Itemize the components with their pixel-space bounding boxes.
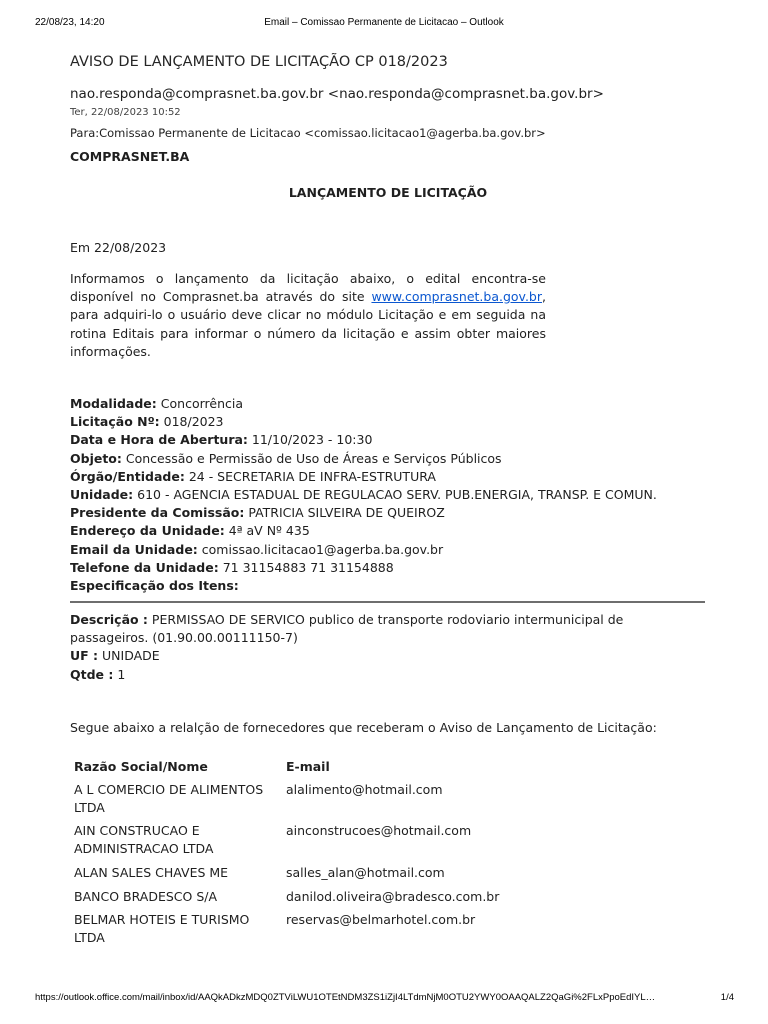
detail-value: PATRICIA SILVEIRA DE QUEIROZ: [244, 505, 445, 521]
detail-label: Email da Unidade:: [70, 541, 198, 557]
detail-row-unidade: [70, 486, 710, 504]
email-sender[interactable]: nao.responda@comprasnet.ba.gov.br <nao.responda@comprasnet.ba.gov.br>: [70, 86, 604, 102]
detail-row-endereco: [70, 522, 710, 540]
notice-headline: LANÇAMENTO DE LICITAÇÃO: [288, 185, 488, 200]
detail-value: 11/10/2023 - 10:30: [247, 432, 373, 448]
detail-value: 4ª aV Nº 435: [224, 523, 310, 539]
email-subject: AVISO DE LANÇAMENTO DE LICITAÇÃO CP 018/2023: [70, 54, 448, 70]
detail-value: 24 - SECRETARIA DE INFRA-ESTRUTURA: [184, 468, 436, 484]
detail-row-especificacao: [70, 577, 710, 595]
detail-label: Órgão/Entidade:: [70, 468, 185, 484]
item-specification: [70, 611, 670, 684]
supplier-email: alalimento@hotmail.com: [286, 782, 443, 797]
detail-label: Objeto:: [70, 450, 122, 466]
table-header-email: E-mail: [286, 759, 330, 774]
email-recipient[interactable]: Para:Comissao Permanente de Licitacao <comissao.licitacao1@agerba.ba.gov.br>: [70, 126, 546, 140]
supplier-email: salles_alan@hotmail.com: [286, 865, 445, 880]
print-footer: [0, 992, 768, 1006]
detail-row-presidente: [70, 504, 710, 522]
detail-row-telefone: [70, 559, 710, 577]
detail-row-orgao: [70, 468, 710, 486]
detail-row-modalidade: [70, 395, 710, 413]
supplier-email: reservas@belmarhotel.com.br: [286, 912, 476, 927]
section-divider: [70, 601, 705, 603]
email-sent-time: Ter, 22/08/2023 10:52: [70, 107, 181, 118]
print-page-number: 1/4: [720, 992, 734, 1003]
detail-label: Especificação dos Itens:: [70, 578, 239, 594]
notice-date: Em 22/08/2023: [70, 240, 167, 255]
item-uf-value: UNIDADE: [98, 648, 160, 664]
intro-text-end: , para adquiri-lo o usuário deve clicar no módulo Licitação e em seguida na rotina Editais para informar o número da licitação e assim obter maiores informações.: [70, 289, 546, 359]
supplier-name: AIN CONSTRUCAO E ADMINISTRACAO LTDA: [74, 823, 214, 857]
supplier-email: danilod.oliveira@bradesco.com.br: [286, 889, 500, 904]
detail-value: comissao.licitacao1@agerba.ba.gov.br: [197, 541, 444, 557]
detail-label: Licitação Nº:: [70, 414, 160, 430]
item-description-label: Descrição :: [70, 612, 148, 627]
supplier-name: BELMAR HOTEIS E TURISMO LTDA: [74, 912, 250, 946]
supplier-name: A L COMERCIO DE ALIMENTOS LTDA: [74, 782, 264, 816]
detail-value: 018/2023: [159, 414, 224, 430]
detail-row-licitacao: [70, 413, 710, 431]
item-uf: [70, 647, 670, 665]
org-name: COMPRASNET.BA: [70, 149, 190, 164]
detail-value: Concessão e Permissão de Uso de Áreas e Serviços Públicos: [121, 450, 502, 466]
item-qtde: [70, 666, 670, 684]
table-header-name: Razão Social/Nome: [74, 759, 208, 774]
supplier-email: ainconstrucoes@hotmail.com: [286, 823, 472, 838]
detail-label: Endereço da Unidade:: [70, 523, 225, 539]
detail-label: Unidade:: [70, 487, 134, 503]
detail-row-abertura: [70, 431, 710, 449]
item-description-value: PERMISSAO DE SERVICO publico de transporte rodoviario intermunicipal de passageiros. (01.90.00.00111150-7): [70, 612, 624, 646]
supplier-name: ALAN SALES CHAVES ME: [74, 865, 229, 880]
suppliers-intro: Segue abaixo a relalção de fornecedores que receberam o Aviso de Lançamento de Licitação:: [70, 720, 657, 735]
intro-paragraph: [70, 270, 546, 361]
print-url: https://outlook.office.com/mail/inbox/id/AAQkADkzMDQ0ZTViLWU1OTEtNDM3ZS1iZjI4LTdmNjM0OTU2YWY0OAAQALZ2QaGi%2FLxPpoEdIYL…: [35, 992, 656, 1003]
intro-text-start: Informamos o lançamento da licitação abaixo, o edital encontra-se disponível no Comprasnet.ba através do site: [70, 271, 546, 305]
print-header: [0, 17, 768, 31]
detail-label: Telefone da Unidade:: [70, 559, 219, 575]
print-title: Email – Comissao Permanente de Licitacao – Outlook: [264, 17, 504, 28]
detail-value: Concorrência: [156, 396, 243, 411]
detail-label: Data e Hora de Abertura:: [70, 432, 248, 448]
detail-row-email: [70, 541, 710, 559]
detail-label: Presidente da Comissão:: [70, 505, 245, 521]
supplier-name: BANCO BRADESCO S/A: [74, 889, 218, 904]
item-uf-label: UF :: [70, 648, 99, 664]
detail-value: 610 - AGENCIA ESTADUAL DE REGULACAO SERV. PUB.ENERGIA, TRANSP. E COMUN.: [133, 487, 657, 503]
print-date: 22/08/23, 14:20: [35, 17, 105, 28]
detail-value: 71 31154883 71 31154888: [218, 559, 394, 575]
detail-label: Modalidade:: [70, 396, 157, 411]
detail-row-objeto: [70, 450, 710, 468]
item-qtde-value: 1: [113, 666, 126, 682]
tender-details: [70, 395, 710, 595]
item-description: [70, 611, 670, 647]
item-qtde-label: Qtde :: [70, 666, 114, 682]
comprasnet-link[interactable]: www.comprasnet.ba.gov.br: [371, 289, 543, 305]
